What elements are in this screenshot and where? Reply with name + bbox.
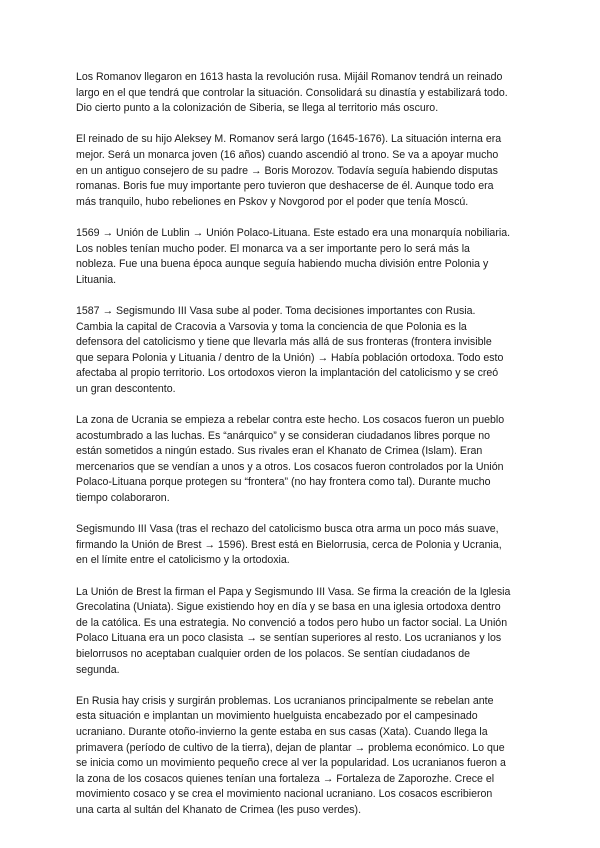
paragraph-union-lublin: 1569 → Unión de Lublin → Unión Polaco-Lituana. Este estado era una monarquía nobiliaria. Los nobles tenían mucho poder. El monarca va a ser importante pero lo será más la nobleza. Fue una buena época aunque seguía habiendo mucha división entre Polonia y Lituania. bbox=[76, 226, 511, 286]
paragraph-union-brest-intro: Segismundo III Vasa (tras el rechazo del catolicismo busca otra arma un poco más suave, firmando la Unión de Brest → 1596). Brest está en Bielorrusia, cerca de Polonia y Ucrania, en el límite entre el catolicismo y la ortodoxia. bbox=[76, 523, 502, 567]
paragraph-segismundo-1587: 1587 → Segismundo III Vasa sube al poder. Toma decisiones importantes con Rusia. Cambia la capital de Cracovia a Varsovia y toma la conciencia de que Polonia es la defensora del catolicismo y tiene que llevarla más allá de sus fronteras (frontera invisible que separa Polonia y Lituania / dentro de la Unión) → Había población ortodoxa. Todo esto afectaba al propio territorio. Los ortodoxos vieron la implantación del catolicismo y se creó un gran descontento. bbox=[76, 304, 504, 395]
document-page bbox=[76, 70, 532, 834]
paragraph-romanov-dynasty: Los Romanov llegaron en 1613 hasta la revolución rusa. Mijáil Romanov tendrá un reinado largo en el que tendrá que controlar la situación. Consolidará su dinastía y estabilizará todo. Dio cierto punto a la colonización de Siberia, se llega al territorio más oscuro. bbox=[76, 71, 508, 115]
paragraph-ucrania-cosacos: La zona de Ucrania se empieza a rebelar contra este hecho. Los cosacos fueron un pueblo acostumbrado a las luchas. Es “anárquico” y se consideran ciudadanos libres porque no están sometidos a ningún estado. Sus rivales eran el Khanato de Crimea (Islam). Eran mercenarios que se vendían a unos y a otros. Los cosacos fueron controlados por la Unión Polaco-Lituana porque protegen su “frontera” (no hay frontera como tal). Durante mucho tiempo colaboraron. bbox=[76, 414, 505, 505]
paragraph-union-brest-iglesia: La Unión de Brest la firman el Papa y Segismundo III Vasa. Se firma la creación de la Iglesia Grecolatina (Uniata). Sigue existiendo hoy en día y se basa en una iglesia ortodoxa dentro de la católica. Es una estrategia. No convenció a todos pero hubo un factor social. La Unión Polaco Lituana era un poco clasista → se sentían superiores al resto. Los ucranianos y los bielorrusos no aceptaban cualquier orden de los polacos. Se sentían ciudadanos de segunda. bbox=[76, 585, 511, 676]
paragraph-aleksey-reign: El reinado de su hijo Aleksey M. Romanov será largo (1645-1676). La situación interna era mejor. Será un monarca joven (16 años) cuando ascendió al trono. Se va a apoyar mucho en un antiguo consejero de su padre → Boris Morozov. Todavía seguía habiendo disputas romanas. Boris fue muy importante pero tuvieron que deshacerse de él. Aunque todo era más tranquilo, hubo rebeliones en Pskov y Novgorod por el poder que tenía Moscú. bbox=[76, 133, 502, 208]
paragraph-rusia-crisis: En Rusia hay crisis y surgirán problemas. Los ucranianos principalmente se rebelan ante esta situación e implantan un movimiento huelguista encabezado por el campesinado ucraniano. Durante otoño-invierno la gente estaba en sus casas (Xata). Cuando llega la primavera (período de cultivo de la tierra), dejan de plantar → problema económico. Lo que se inicia como un movimiento pequeño crece al ver la popularidad. Los ucranianos fueron a la zona de los cosacos quienes tenían una fortaleza → Fortaleza de Zaporozhe. Crece el movimiento cosaco y se crea el movimiento nacional ucraniano. Los cosacos escribieron una carta al sultán del Khanato de Crimea (les puso verdes). bbox=[76, 694, 506, 816]
